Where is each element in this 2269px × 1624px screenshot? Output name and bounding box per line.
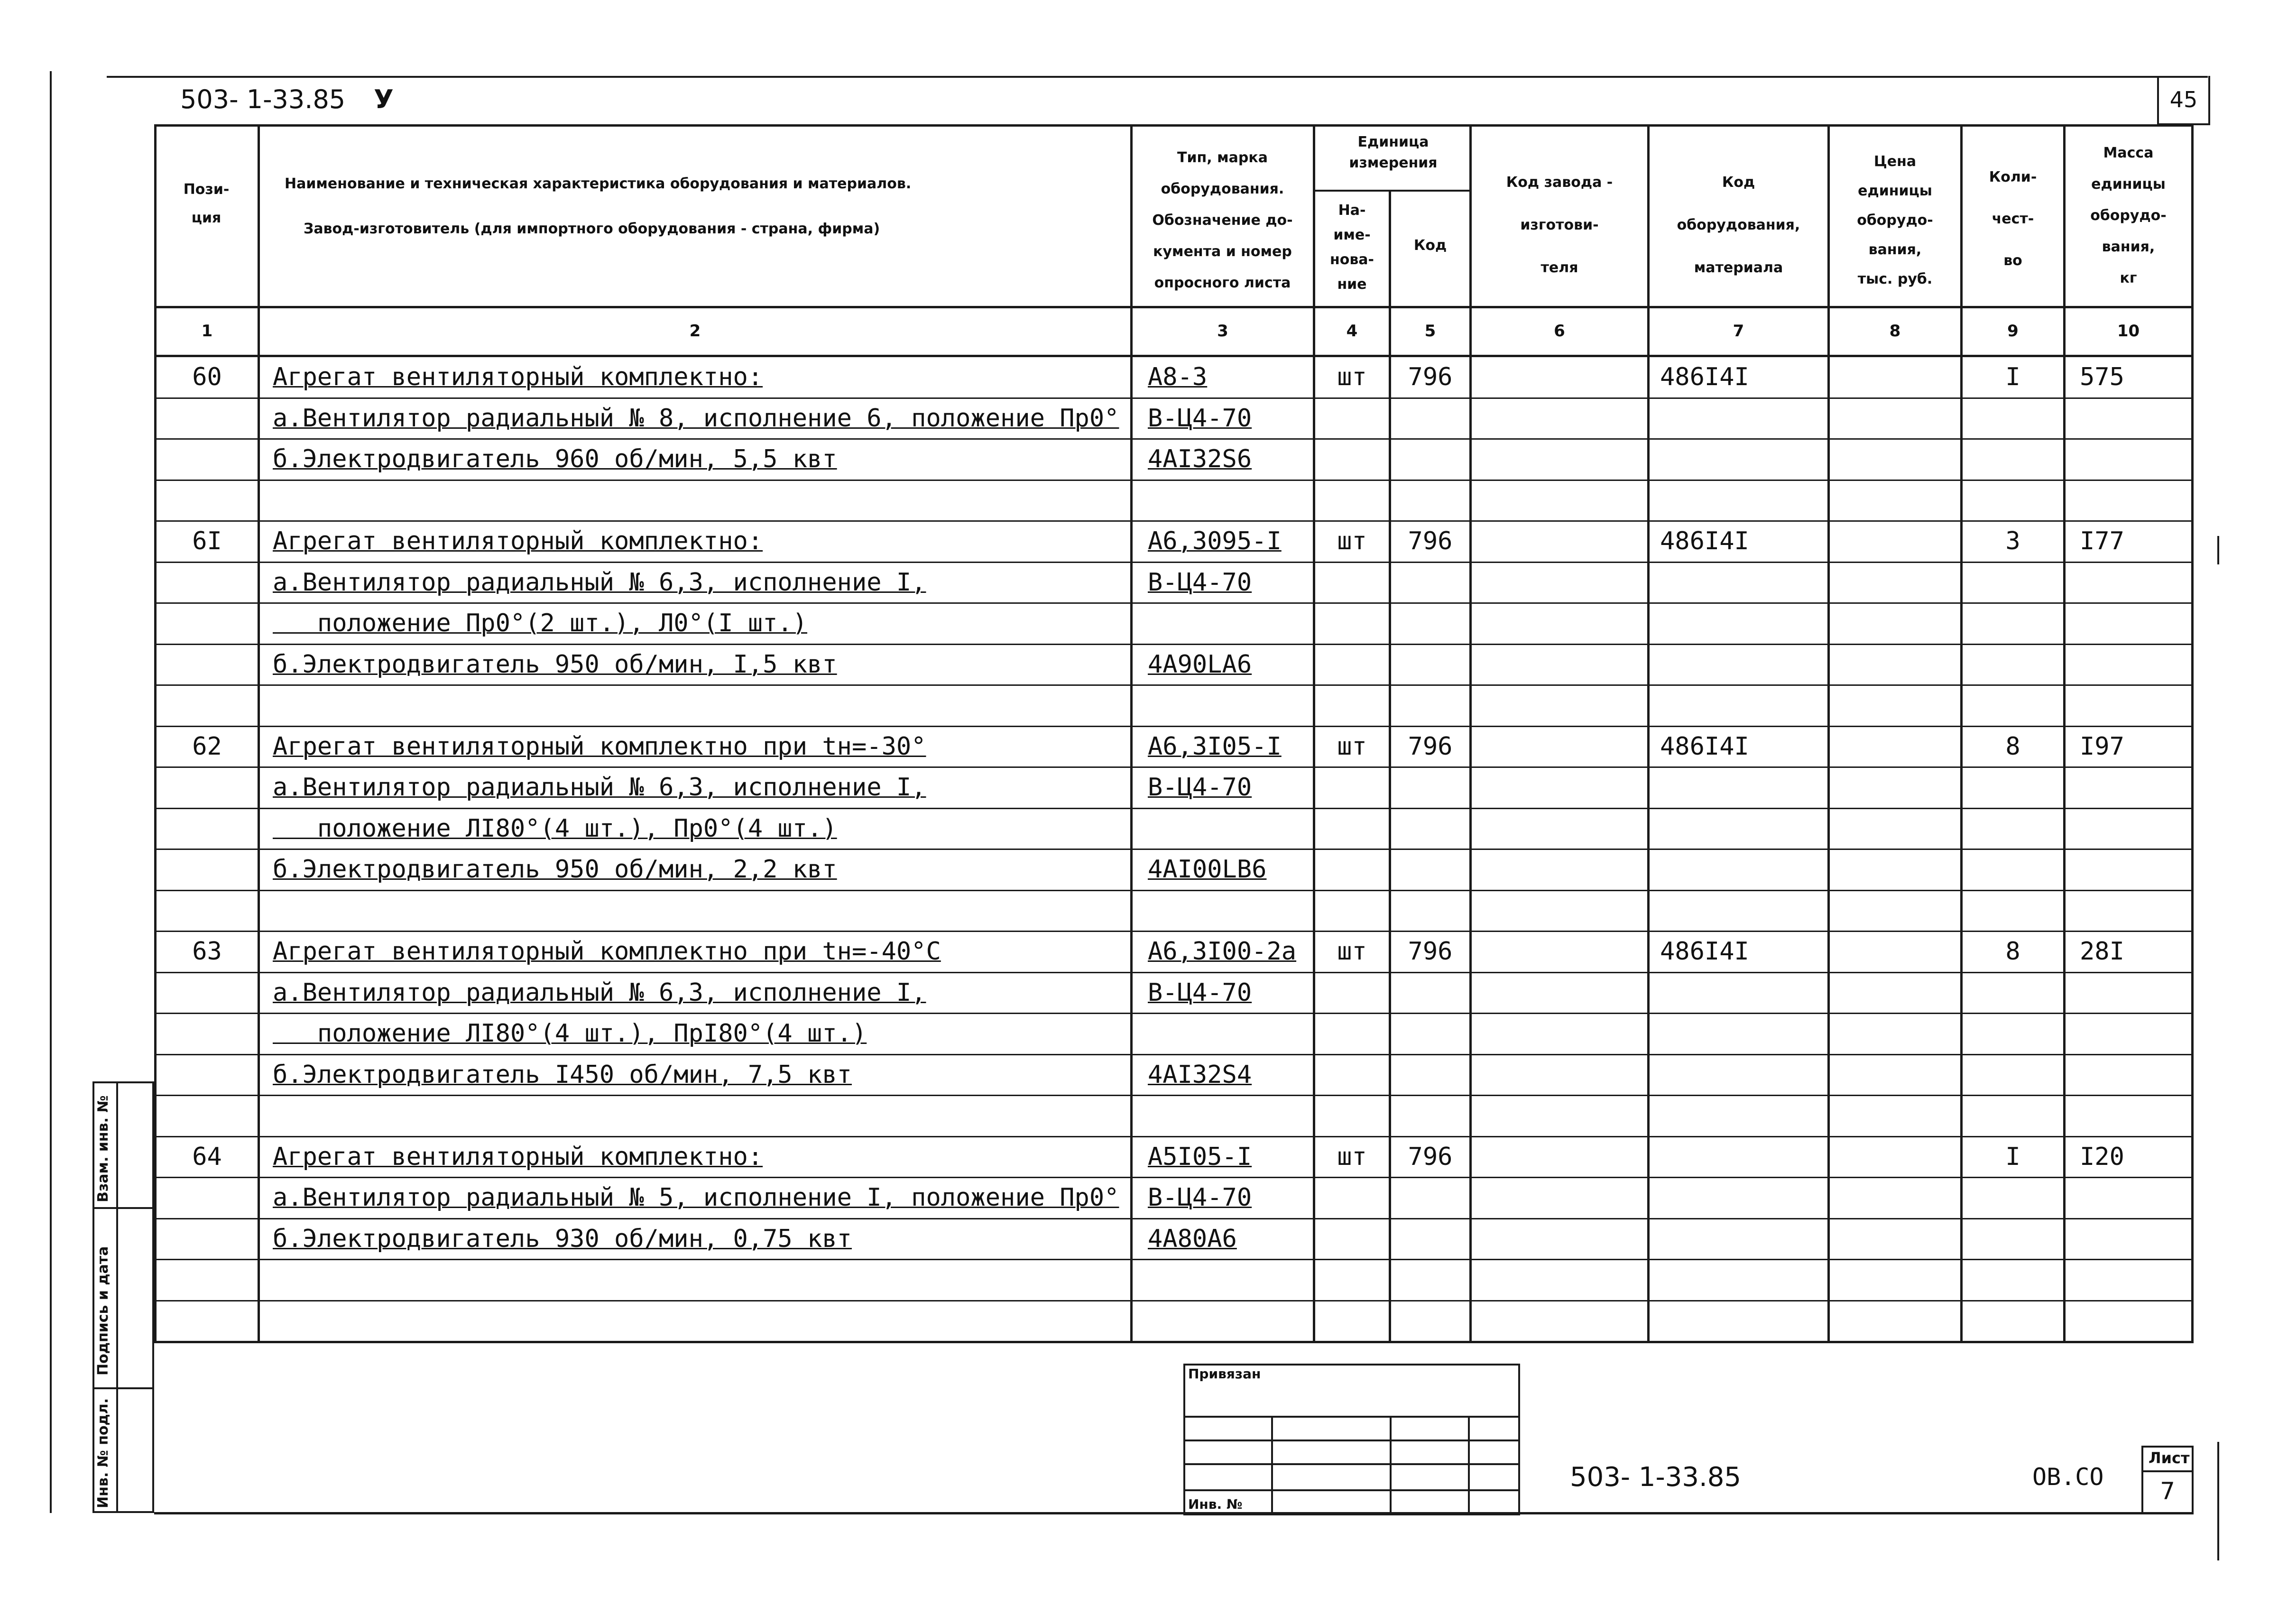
cell-unit-code: 796 <box>1408 732 1453 761</box>
header-unit-code: Код <box>1413 237 1447 254</box>
column-number: 5 <box>1424 322 1436 341</box>
cell-type: 4АI00LВ6 <box>1148 855 1267 884</box>
cell-unit: шт <box>1337 937 1367 966</box>
cell-name: а.Вентилятор радиальный № 8, исполнение 6, положение Пр0° <box>273 404 1119 433</box>
header-price: Цена единицы оборудо- вания, тыс. руб. <box>1857 153 1933 287</box>
header-unit: Единица измерения <box>1349 134 1438 171</box>
sheet-label: Лист <box>2149 1449 2190 1467</box>
header-type: Тип, марка оборудования. Обозначение до- кумента и номер опросного листа <box>1152 149 1293 291</box>
column-number: 6 <box>1554 322 1565 341</box>
cell-quantity: 3 <box>2005 527 2020 555</box>
cell-type: 4А90LА6 <box>1148 650 1252 679</box>
header-equipment-code: Код оборудования, материала <box>1677 174 1800 276</box>
cell-position: 62 <box>192 732 222 761</box>
cell-name: б.Электродвигатель I450 об/мин, 7,5 квт <box>273 1060 852 1089</box>
header-position: Пози- ция <box>183 181 230 226</box>
cell-name: Агрегат вентиляторный комплектно при tн=-40°С <box>273 937 941 966</box>
cell-name: Агрегат вентиляторный комплектно: <box>273 1142 763 1171</box>
column-number: 1 <box>201 322 213 341</box>
cell-unit-code: 796 <box>1408 363 1453 391</box>
cell-quantity: I <box>2005 1142 2020 1171</box>
page-number-box <box>2157 76 2210 125</box>
column-number: 2 <box>689 322 701 341</box>
cell-unit: шт <box>1337 363 1367 391</box>
cell-mass: I77 <box>2080 527 2124 555</box>
cell-quantity: 8 <box>2005 732 2020 761</box>
header-name-line2: Завод-изготовитель (для импортного оборудования - страна, фирма) <box>304 221 880 237</box>
header-factory-code: Код завода - изготови- теля <box>1506 174 1613 276</box>
cell-type: 4А80А6 <box>1148 1224 1237 1253</box>
document-code-top: 503- 1-33.85 У <box>180 84 394 114</box>
cell-quantity: I <box>2005 363 2020 391</box>
stamp-inv-no: Инв. № <box>1188 1496 1243 1512</box>
cell-unit-code: 796 <box>1408 1142 1453 1171</box>
cell-type: А6,3I05-I <box>1148 732 1282 761</box>
header-mass: Масса единицы оборудо- вания, кг <box>2090 145 2167 286</box>
cell-type: А8-3 <box>1148 363 1208 391</box>
label-inv-podl: Инв. № подл. <box>95 1398 111 1508</box>
cell-equipment-code: 486I4I <box>1660 527 1749 555</box>
cell-unit-code: 796 <box>1408 937 1453 966</box>
cell-type: В-Ц4-70 <box>1148 568 1252 597</box>
cell-name: Агрегат вентиляторный комплектно: <box>273 363 763 391</box>
cell-name: а.Вентилятор радиальный № 6,3, исполнение I, <box>273 978 926 1007</box>
column-number: 10 <box>2117 322 2140 341</box>
cell-name: б.Электродвигатель 930 об/мин, 0,75 квт <box>273 1224 852 1253</box>
column-number: 8 <box>1889 322 1901 341</box>
header-quantity: Коли- чест- во <box>1989 169 2037 269</box>
cell-type: В-Ц4-70 <box>1148 1183 1252 1212</box>
header-unit-name: На- име- нова- ние <box>1329 202 1374 293</box>
cell-mass: I20 <box>2080 1142 2124 1171</box>
column-number: 7 <box>1733 322 1744 341</box>
cell-name: положение Пр0°(2 шт.), Л0°(I шт.) <box>273 609 808 637</box>
cell-mass: 575 <box>2080 363 2124 391</box>
cell-equipment-code: 486I4I <box>1660 937 1749 966</box>
label-vzam-inv: Взам. инв. № <box>95 1095 111 1202</box>
cell-type: 4АI32S4 <box>1148 1060 1252 1089</box>
cell-name: б.Электродвигатель 950 об/мин, 2,2 квт <box>273 855 837 884</box>
cell-name: Агрегат вентиляторный комплектно: <box>273 527 763 555</box>
cell-name: а.Вентилятор радиальный № 5, исполнение I, положение Пр0° <box>273 1183 1119 1212</box>
cell-name: б.Электродвигатель 960 об/мин, 5,5 квт <box>273 445 837 473</box>
cell-mass: I97 <box>2080 732 2124 761</box>
cell-position: 60 <box>192 363 222 391</box>
stamp-privyazan: Привязан <box>1188 1366 1261 1382</box>
label-podpis-data: Подпись и дата <box>95 1246 111 1375</box>
cell-type: В-Ц4-70 <box>1148 773 1252 802</box>
cell-type: А6,3095-I <box>1148 527 1282 555</box>
cell-name: а.Вентилятор радиальный № 6,3, исполнение I, <box>273 773 926 802</box>
cell-position: 64 <box>192 1142 222 1171</box>
cell-name: положение ЛI80°(4 шт.), ПрI80°(4 шт.) <box>273 1019 867 1048</box>
stamp-mark: ОВ.СО <box>2032 1463 2104 1491</box>
cell-name: Агрегат вентиляторный комплектно при tн=-30° <box>273 732 926 761</box>
cell-equipment-code: 486I4I <box>1660 363 1749 391</box>
header-name-line1: Наименование и техническая характеристика оборудования и материалов. <box>285 175 912 192</box>
cell-unit-code: 796 <box>1408 527 1453 555</box>
cell-name: положение ЛI80°(4 шт.), Пр0°(4 шт.) <box>273 814 837 843</box>
cell-type: В-Ц4-70 <box>1148 978 1252 1007</box>
cell-type: А6,3I00-2а <box>1148 937 1297 966</box>
cell-type: 4АI32S6 <box>1148 445 1252 473</box>
cell-position: 63 <box>192 937 222 966</box>
column-number: 9 <box>2007 322 2019 341</box>
cell-equipment-code: 486I4I <box>1660 732 1749 761</box>
stamp-document-code: 503- 1-33.85 <box>1570 1462 1742 1493</box>
cell-mass: 28I <box>2080 937 2124 966</box>
cell-unit: шт <box>1337 527 1367 555</box>
cell-type: А5I05-I <box>1148 1142 1252 1171</box>
column-number: 3 <box>1217 322 1228 341</box>
cell-name: б.Электродвигатель 950 об/мин, I,5 квт <box>273 650 837 679</box>
cell-quantity: 8 <box>2005 937 2020 966</box>
column-number: 4 <box>1346 322 1358 341</box>
cell-unit: шт <box>1337 732 1367 761</box>
cell-type: В-Ц4-70 <box>1148 404 1252 433</box>
cell-position: 6I <box>192 527 222 555</box>
cell-unit: шт <box>1337 1142 1367 1171</box>
sheet-number: 7 <box>2160 1477 2175 1505</box>
page-number: 45 <box>2169 87 2198 112</box>
cell-name: а.Вентилятор радиальный № 6,3, исполнение I, <box>273 568 926 597</box>
